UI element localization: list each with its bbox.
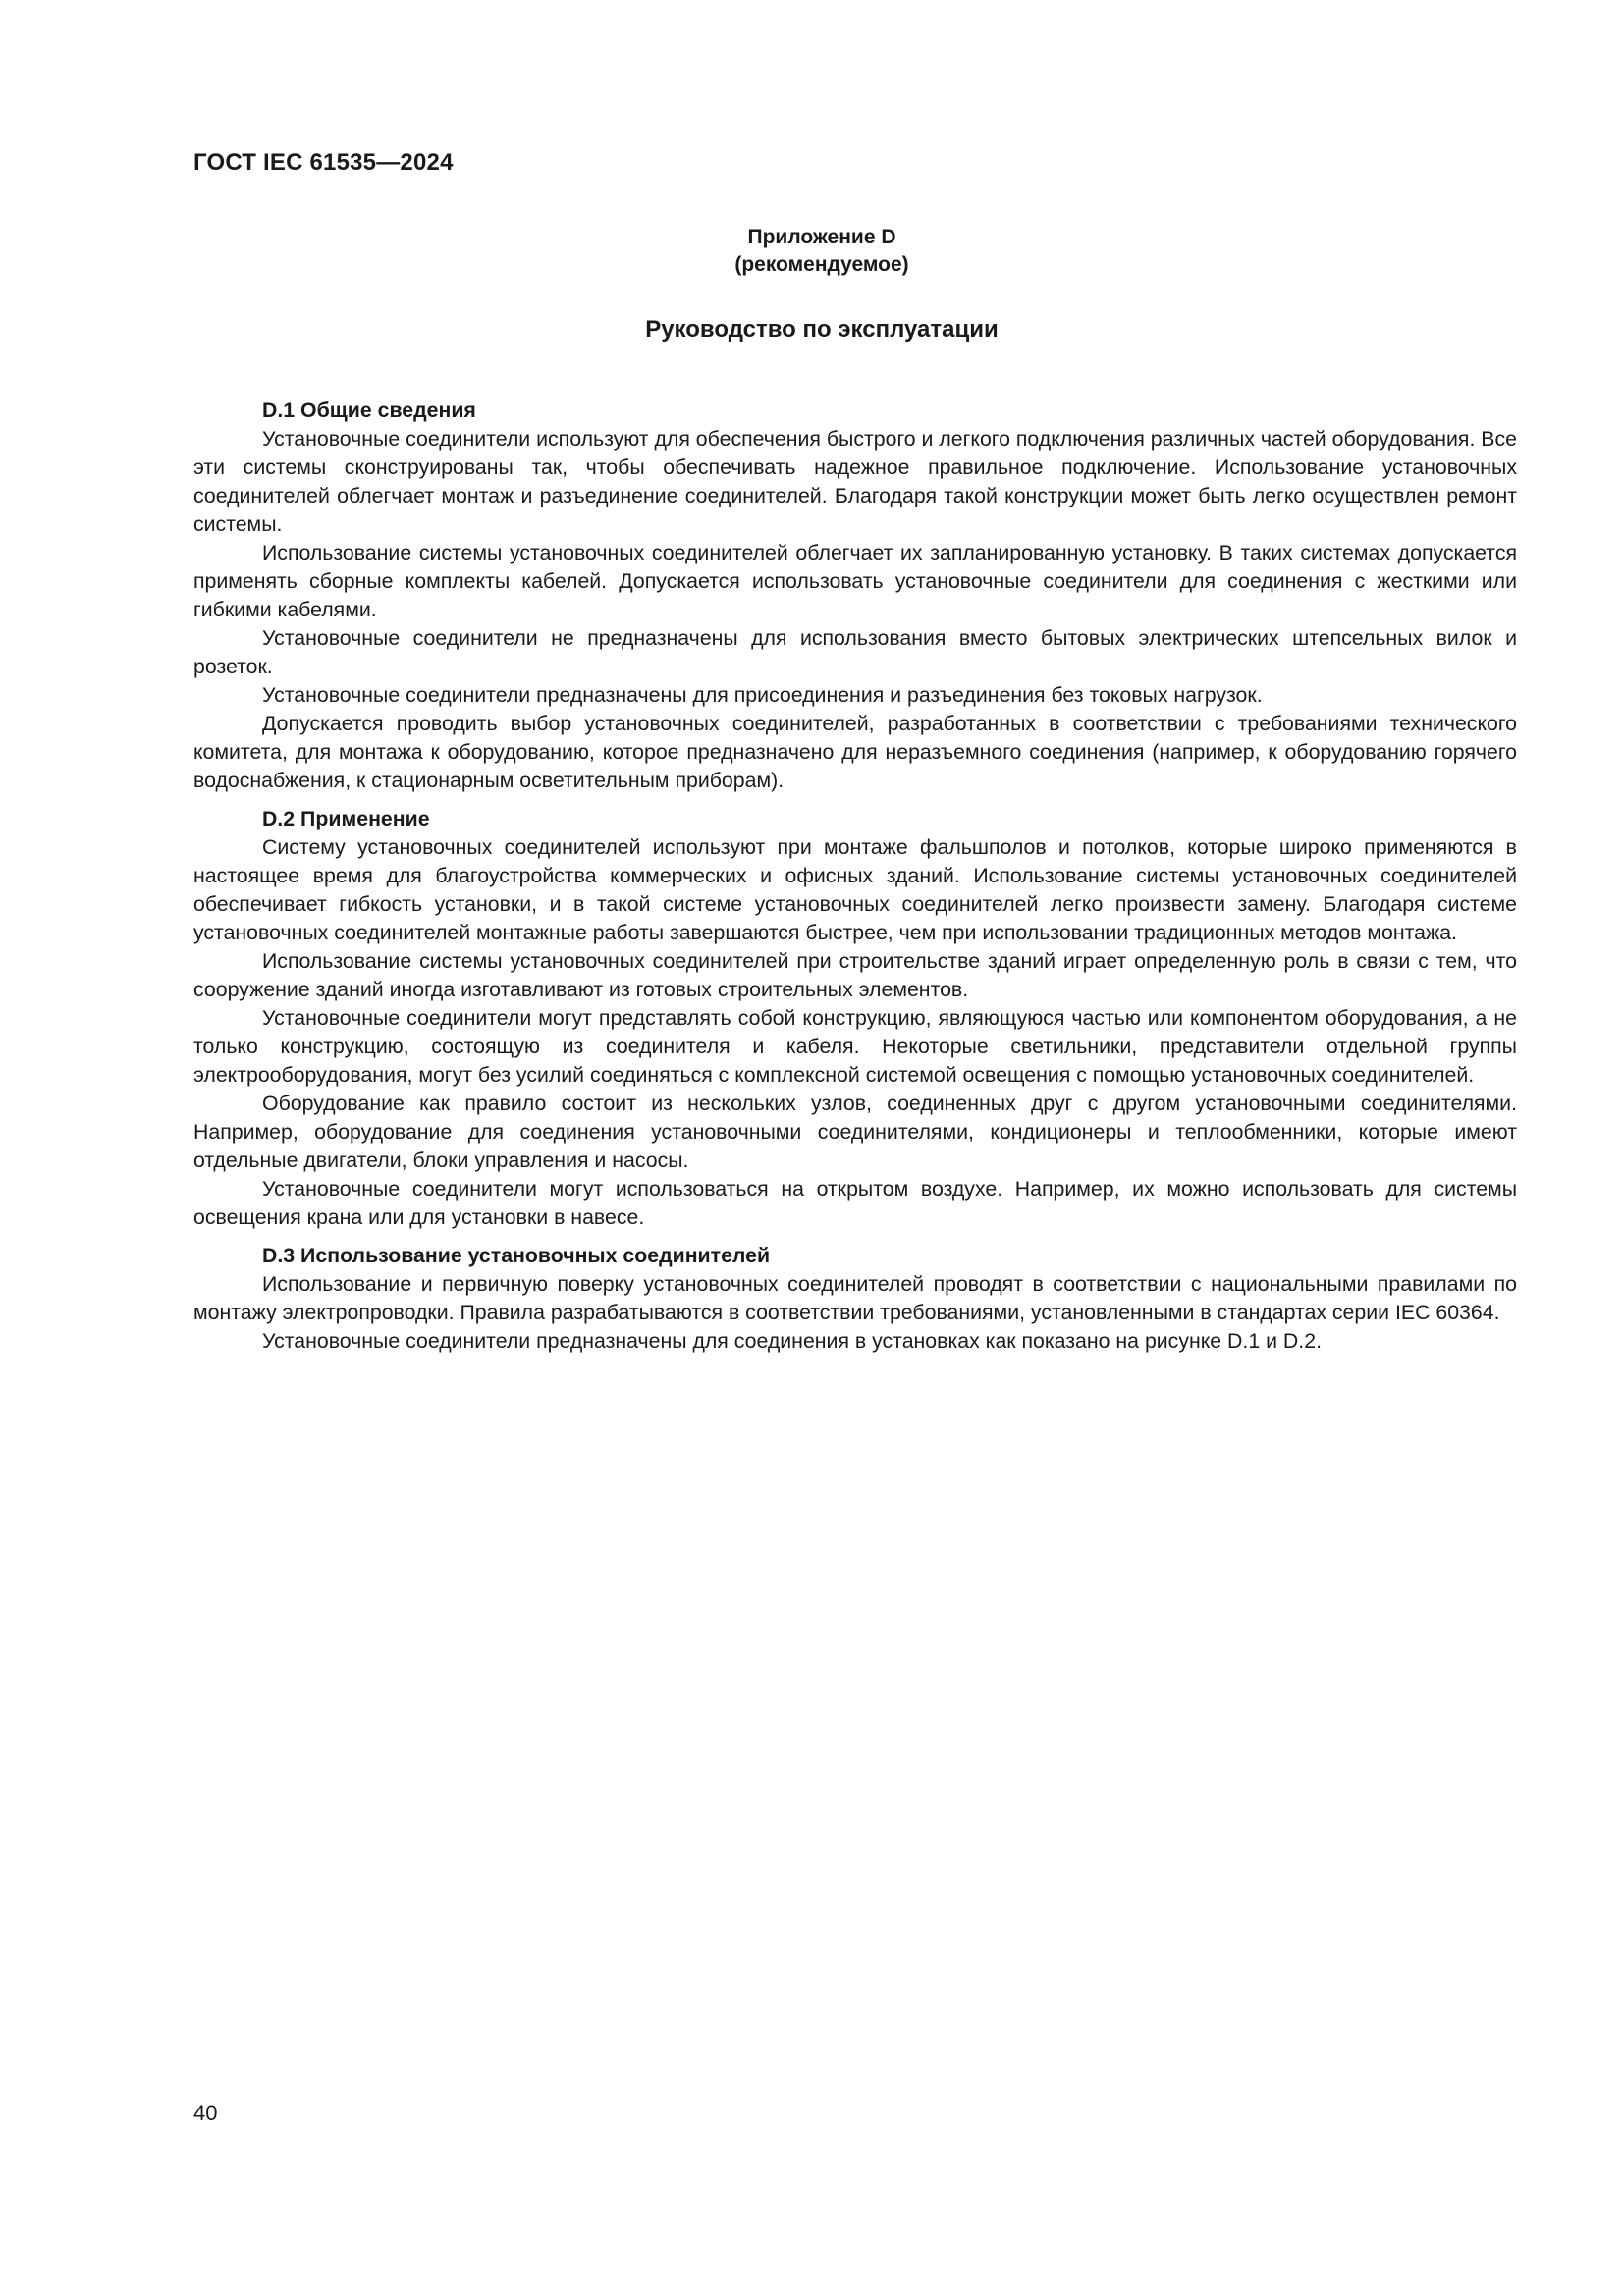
- page-number: 40: [193, 2101, 218, 2125]
- document-code-header: ГОСТ IEC 61535—2024: [193, 149, 454, 176]
- annex-heading: [0, 224, 1624, 279]
- paragraph: Допускается проводить выбор установочных соединителей, разработанных в соответствии с требованиями технического комитета, для монтажа к оборудованию, которое предназначено для неразъемного соединения (например, к оборудованию горячего водоснабжения, к стационарным осветительным приборам).: [193, 712, 1517, 792]
- document-body: [193, 397, 1517, 1356]
- paragraph: Установочные соединители предназначены для соединения в установках как показано на рисунке D.1 и D.2.: [262, 1329, 1322, 1353]
- paragraph: Установочные соединители могут представлять собой конструкцию, являющуюся частью или компонентом оборудования, а не только конструкцию, состоящую из соединителя и кабеля. Некоторые светильники, представители отдельной группы электрооборудования, могут без усилий соединяться с комплексной системой освещения с помощью установочных соединителей.: [193, 1006, 1517, 1087]
- section-heading: D.3 Использование установочных соединителей: [262, 1244, 771, 1267]
- paragraph: Оборудование как правило состоит из нескольких узлов, соединенных друг с другом установочными соединителями. Например, оборудование для соединения установочными соединителями, кондиционеры и теплообменники, которые имеют отдельные двигатели, блоки управления и насосы.: [193, 1092, 1517, 1172]
- section-general: [193, 397, 1517, 795]
- paragraph: Установочные соединители не предназначены для использования вместо бытовых электрических штепсельных вилок и розеток.: [193, 626, 1517, 678]
- paragraph: Использование системы установочных соединителей при строительстве зданий играет определенную роль в связи с тем, что сооружение зданий иногда изготавливают из готовых строительных элементов.: [193, 949, 1517, 1001]
- section-application: [193, 805, 1517, 1232]
- paragraph: Установочные соединители могут использоваться на открытом воздухе. Например, их можно использовать для системы освещения крана или для установки в навесе.: [193, 1177, 1517, 1229]
- annex-status: (рекомендуемое): [734, 253, 909, 276]
- section-heading: D.2 Применение: [262, 807, 430, 830]
- paragraph: Использование системы установочных соединителей облегчает их запланированную установку. В таких системах допускается применять сборные комплекты кабелей. Допускается использовать установочные соединители для соединения с жесткими или гибкими кабелями.: [193, 541, 1517, 621]
- section-heading: D.1 Общие сведения: [262, 399, 476, 422]
- paragraph: Систему установочных соединителей используют при монтаже фальшполов и потолков, которые широко применяются в настоящее время для благоустройства коммерческих и офисных зданий. Использование системы установочных соединителей обеспечивает гибкость установки, и в такой системе установочных соединителей легко произвести замену. Благодаря системе установочных соединителей монтажные работы завершаются быстрее, чем при использовании традиционных методов монтажа.: [193, 835, 1517, 944]
- paragraph: Установочные соединители используют для обеспечения быстрого и легкого подключения различных частей оборудования. Все эти системы сконструированы так, чтобы обеспечивать надежное правильное подключение. Использование установочных соединителей облегчает монтаж и разъединение соединителей. Благодаря такой конструкции может быть легко осуществлен ремонт системы.: [193, 427, 1517, 536]
- annex-title: Руководство по эксплуатации: [645, 316, 999, 343]
- annex-label: Приложение D: [747, 226, 896, 248]
- section-usage: [193, 1242, 1517, 1356]
- paragraph: Установочные соединители предназначены для присоединения и разъединения без токовых нагрузок.: [262, 683, 1263, 707]
- paragraph: Использование и первичную поверку установочных соединителей проводят в соответствии с национальными правилами по монтажу электропроводки. Правила разрабатываются в соответствии требованиями, установленными в стандартах серии IEC 60364.: [193, 1272, 1517, 1324]
